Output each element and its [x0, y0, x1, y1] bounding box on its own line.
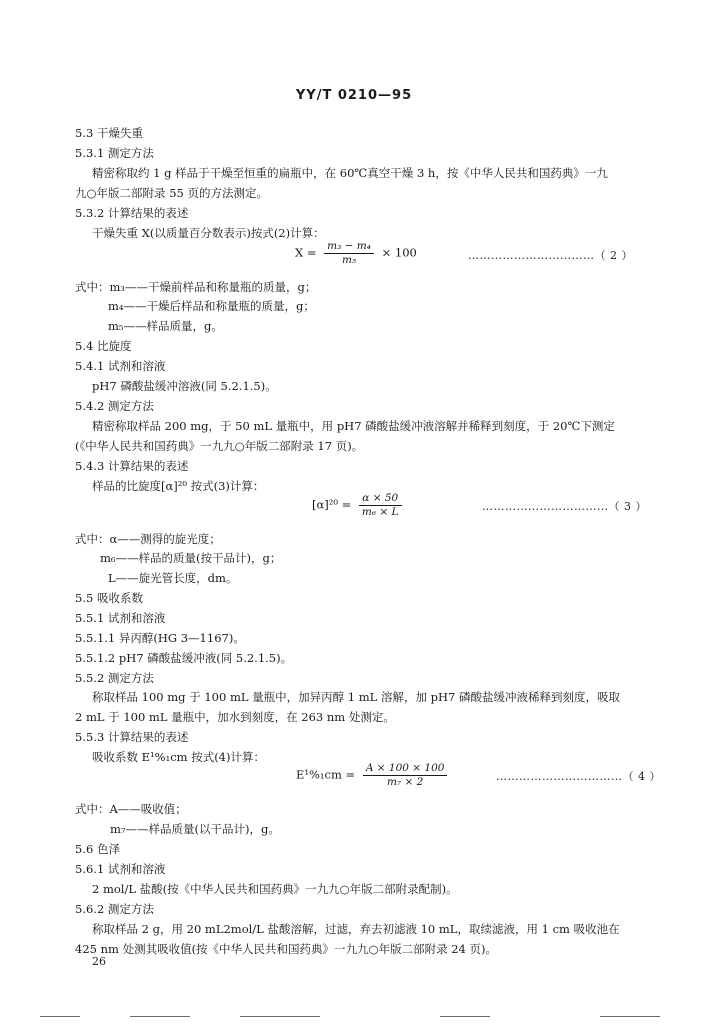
equation-number-4: ……………………………（ 4 ） — [496, 770, 661, 783]
where-line: 式中：m₃——干燥前样品和称量瓶的质量，g； — [75, 280, 317, 294]
section-5-4-3-heading: 5.4.3 计算结果的表述 — [75, 459, 189, 473]
where-line: m₇——样品质量(以干品计)，g。 — [110, 822, 280, 836]
eq2-numerator: m₃ − m₄ — [324, 240, 374, 254]
eq3-fraction — [359, 492, 402, 519]
scan-mark — [130, 1016, 190, 1017]
page-number: 26 — [92, 955, 106, 968]
where-line: 式中：A——吸收值； — [75, 802, 187, 816]
section-5-4-heading: 5.4 比旋度 — [75, 339, 132, 353]
paragraph-line: (《中华人民共和国药典》一九九○年版二部附录 17 页)。 — [75, 439, 364, 453]
where-line: m₆——样品的质量(按干品计)，g； — [100, 551, 282, 565]
paragraph-line: 样品的比旋度[α]²⁰ 按式(3)计算： — [92, 479, 265, 493]
equation-4 — [296, 762, 451, 789]
where-line: L——旋光管长度，dm。 — [108, 571, 238, 585]
scan-mark — [440, 1016, 490, 1017]
paragraph-line: 称取样品 100 mg 于 100 mL 量瓶中，加异丙醇 1 mL 溶解，加 pH7 磷酸盐缓冲液稀释到刻度，吸取 — [92, 690, 620, 704]
section-5-4-2-heading: 5.4.2 测定方法 — [75, 399, 154, 413]
section-5-5-2-heading: 5.5.2 测定方法 — [75, 671, 154, 685]
paragraph-line: 425 nm 处测其吸收值(按《中华人民共和国药典》一九九○年版二部附录 24 页)。 — [75, 942, 498, 956]
eq4-denominator: m₇ × 2 — [386, 776, 424, 788]
where-line: 式中：α——测得的旋光度； — [75, 532, 221, 546]
paragraph-line: 精密称取约 1 g 样品于干燥至恒重的扁瓶中，在 60℃真空干燥 3 h，按《中华人民共和国药典》一九 — [92, 166, 608, 180]
paragraph-line: 2 mL 于 100 mL 量瓶中，加水到刻度，在 263 nm 处测定。 — [75, 710, 395, 724]
eq2-fraction — [324, 240, 374, 267]
equation-number-3: ……………………………（ 3 ） — [482, 500, 647, 513]
eq3-lhs: [α]²⁰ = — [312, 497, 352, 512]
paragraph-line: 九○年版二部附录 55 页的方法测定。 — [75, 186, 268, 200]
section-5-5-heading: 5.5 吸收系数 — [75, 591, 143, 605]
eq2-lhs: X = — [295, 245, 317, 260]
section-5-6-1-heading: 5.6.1 试剂和溶液 — [75, 862, 166, 876]
scan-mark — [40, 1016, 80, 1017]
equation-number-2: ……………………………（ 2 ） — [468, 249, 633, 262]
scan-mark — [240, 1016, 320, 1017]
section-5-4-1-heading: 5.4.1 试剂和溶液 — [75, 359, 166, 373]
paragraph-line: 称取样品 2 g，用 20 mL2mol/L 盐酸溶解，过滤，弃去初滤液 10 mL，取续滤液，用 1 cm 吸收池在 — [92, 922, 620, 936]
eq3-numerator: α × 50 — [359, 492, 402, 506]
equation-2 — [295, 240, 417, 267]
paragraph-line: 干燥失重 X(以质量百分数表示)按式(2)计算： — [92, 226, 325, 240]
section-5-6-heading: 5.6 色泽 — [75, 842, 120, 856]
eq3-denominator: m₆ × L — [361, 506, 399, 518]
section-5-5-1-2-heading: 5.5.1.2 pH7 磷酸盐缓冲液(同 5.2.1.5)。 — [75, 651, 293, 665]
section-5-5-1-1-heading: 5.5.1.1 异丙醇(HG 3—1167)。 — [75, 631, 245, 645]
eq2-denominator: m₅ — [341, 254, 357, 266]
paragraph-line: 吸收系数 E¹%₁cm 按式(4)计算： — [92, 750, 265, 764]
standard-number-header: YY/T 0210—95 — [295, 88, 413, 103]
section-5-3-1-heading: 5.3.1 测定方法 — [75, 146, 154, 160]
scan-mark — [600, 1016, 660, 1017]
paragraph-line: pH7 磷酸盐缓冲溶液(同 5.2.1.5)。 — [92, 379, 277, 393]
scan-edge-marks — [40, 1016, 670, 1018]
eq4-numerator: A × 100 × 100 — [363, 762, 448, 776]
eq4-lhs: E¹%₁cm = — [296, 767, 356, 782]
section-5-5-3-heading: 5.5.3 计算结果的表述 — [75, 730, 189, 744]
section-5-6-2-heading: 5.6.2 测定方法 — [75, 902, 154, 916]
eq4-fraction — [363, 762, 448, 789]
section-5-5-1-heading: 5.5.1 试剂和溶液 — [75, 611, 166, 625]
equation-3 — [312, 492, 406, 519]
where-line: m₅——样品质量，g。 — [108, 319, 223, 333]
section-5-3-2-heading: 5.3.2 计算结果的表述 — [75, 206, 189, 220]
where-line: m₄——干燥后样品和称量瓶的质量，g； — [108, 299, 315, 313]
paragraph-line: 精密称取样品 200 mg，于 50 mL 量瓶中，用 pH7 磷酸盐缓冲液溶解并稀释到刻度，于 20℃下测定 — [92, 419, 615, 433]
section-5-3-heading: 5.3 干燥失重 — [75, 126, 143, 140]
eq2-rhs: × 100 — [381, 245, 417, 260]
paragraph-line: 2 mol/L 盐酸(按《中华人民共和国药典》一九九○年版二部附录配制)。 — [92, 882, 458, 896]
